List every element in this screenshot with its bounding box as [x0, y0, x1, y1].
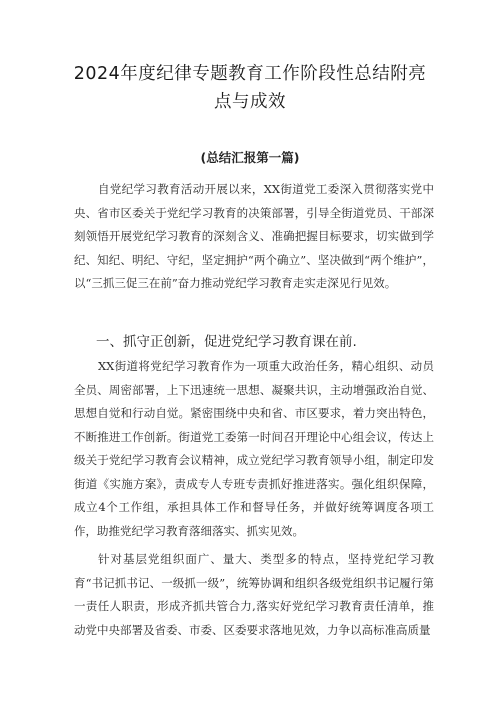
document-title: 2024年度纪律专题教育工作阶段性总结附亮点与成效 [73, 64, 427, 112]
section-heading: 一、抓守正创新，促进党纪学习教育课在前. [96, 334, 357, 350]
document-subtitle: (总结汇报第一篇) [200, 150, 300, 165]
section-paragraph-2: 针对基层党组织面广、量大、类型多的特点，坚持党纪学习教育“书记抓书记、一级抓一级”，统筹协调和组织各级党组织书记履行第一责任人职责，形成齐抓共管合力,落实好党纪学习教育责任清单，推动党中央部署及省委、市委、区委要求落地见效，力争以高标准高质量 [74, 552, 434, 637]
section-paragraph-1: XX街道将党纪学习教育作为一项重大政治任务，精心组织、动员全员、周密部署，上下迅速统一思想、凝聚共识，主动增强政治自觉、思想自觉和行动自觉。紧密围绕中央和省、市区要求，着力突出特色，不断推进工作创新。街道党工委第一时间召开理论中心组会议，传达上级关于党纪学习教育会议精神，成立党纪学习教育领导小组，制定印发街道《实施方案》，责成专人专班专责抓好推进落实。强化组织保障，成立4个工作组，承担具体工作和督导任务，并做好统筹调度各项工作，助推党纪学习教育落细落实、抓实见效。 [74, 359, 434, 538]
intro-paragraph: 自党纪学习教育活动开展以来，XX街道党工委深入贯彻落实党中央、省市区委关于党纪学习教育的决策部署，引导全街道党员、干部深刻领悟开展党纪学习教育的深刻含义、准确把握目标要求，切实做到学纪、知纪、明纪、守纪，坚定拥护“两个确立”、坚决做到“两个维护”，以“三抓三促三在前”奋力推动党纪学习教育走实走深见行见效。 [74, 182, 434, 290]
